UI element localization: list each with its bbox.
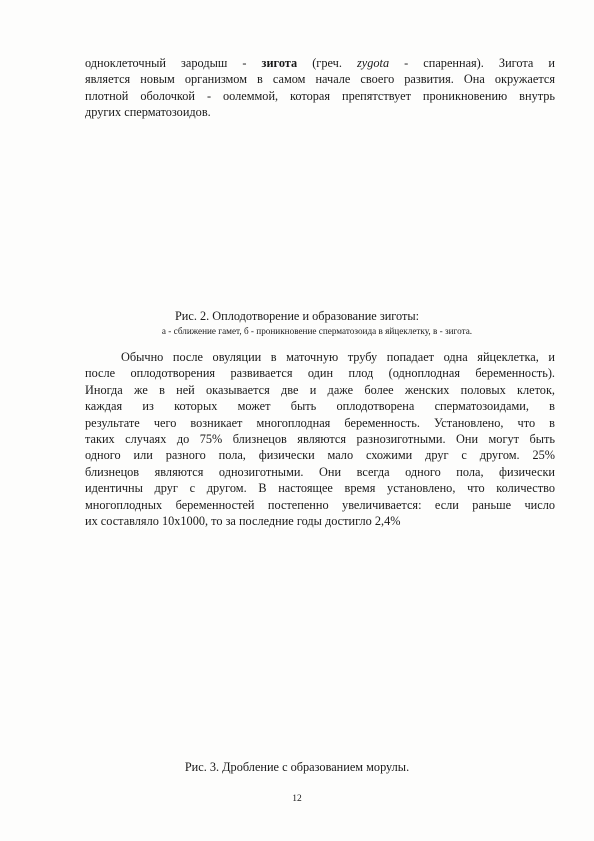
paragraph-twins (85, 349, 555, 529)
text-line: Иногда же в ней оказывается две и даже более женских половых клеток, (85, 382, 555, 397)
text-line: результате чего возникает многоплодная беременность. Установлено, что в (85, 415, 555, 430)
text-line (85, 55, 555, 71)
text-line: многоплодных беременностей постепенно увеличивается: если раньше число (85, 497, 555, 512)
text-line: их составляло 10х1000, то за последние годы достигло 2,4% (85, 513, 401, 528)
text-line: идентичны друг с другом. В настоящее время установлено, что количество (85, 481, 555, 496)
text-line: близнецов являются однозиготными. Они всегда одного пола, физически (85, 464, 555, 479)
text-line: плотной оболочкой - оолеммой, которая препятствует проникновению внутрь (85, 88, 555, 103)
text-span: (греч. (297, 56, 357, 70)
text-span: - спаренная). Зигота и (389, 56, 555, 70)
term-zygote: зигота (261, 56, 298, 70)
text-line: других сперматозоидов. (85, 105, 211, 120)
text-line: одного или разного пола, физически мало схожими друг с другом. 25% (85, 448, 555, 463)
paragraph-zygote (85, 55, 555, 121)
figure-2-subcaption: а - сближение гамет, б - проникновение сперматозоида в яйцеклетку, в - зигота. (161, 326, 473, 336)
text-line: после оплодотворения развивается один плод (одноплодная беременность). (85, 366, 555, 381)
text-line: Обычно после овуляции в маточную трубу попадает одна яйцеклетка, и (121, 350, 555, 364)
text-line: является новым организмом в самом начале своего развития. Она окружается (85, 72, 555, 87)
figure-2-caption: Рис. 2. Оплодотворение и образование зиготы: (174, 309, 420, 323)
text-line: каждая из которых может быть оплодотворена сперматозоидами, в (85, 399, 555, 414)
figure-3-caption: Рис. 3. Дробление с образованием морулы. (184, 760, 410, 774)
text-line: таких случаях до 75% близнецов являются разнозиготными. Они могут быть (85, 431, 555, 446)
text-span: одноклеточный зародыш - (85, 56, 262, 70)
term-greek: zygota (356, 56, 390, 70)
figure-2-image-area (85, 125, 555, 300)
page-number: 12 (292, 794, 302, 804)
figure-3-image-area (85, 545, 555, 750)
